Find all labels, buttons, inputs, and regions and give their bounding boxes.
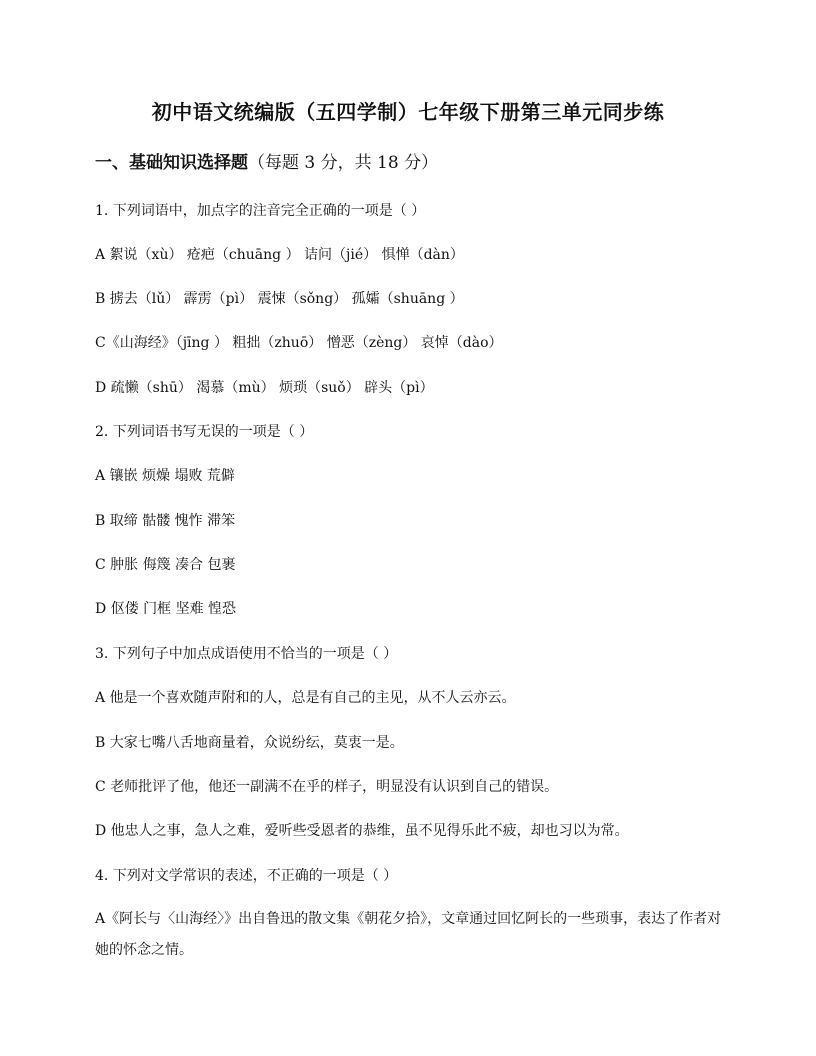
- section-heading: [95, 148, 438, 173]
- section-heading-text: 一、基础知识选择题: [95, 153, 248, 173]
- question-2-option-a: A 镶嵌 烦燥 塌败 荒僻: [95, 468, 235, 484]
- question-3-option-d: D 他忠人之事，急人之难，爱听些受恩者的恭维，虽不见得乐此不疲，却也习以为常。: [95, 823, 629, 839]
- question-2-option-c: C 肿胀 侮篾 凑合 包裹: [95, 557, 236, 573]
- question-1-option-d: D 疏懒（shū） 渴慕（mù） 烦琐（suǒ） 辟头（pì）: [95, 380, 434, 396]
- question-2-stem: 2. 下列词语书写无误的一项是（ ）: [95, 424, 314, 440]
- question-4-stem: 4. 下列对文学常识的表述，不正确的一项是（ ）: [95, 868, 398, 884]
- document-title: 初中语文统编版（五四学制）七年级下册第三单元同步练: [151, 100, 665, 124]
- question-3-option-a: A 他是一个喜欢随声附和的人，总是有自己的主见，从不人云亦云。: [95, 690, 516, 706]
- question-1-option-b: B 掳去（lǔ） 霹雳（pì） 震悚（sǒng） 孤孀（shuāng ）: [95, 291, 464, 307]
- question-3-option-c: C 老师批评了他，他还一副满不在乎的样子，明显没有认识到自己的错误。: [95, 779, 559, 795]
- section-score-note: （每题 3 分，共 18 分）: [248, 153, 439, 173]
- question-2-option-d: D 伛偻 门框 坚难 惶恐: [95, 601, 237, 617]
- question-1-option-a: A 絮说（xù） 疮疤（chuāng ） 诘问（jié） 惧惮（dàn）: [95, 247, 464, 263]
- question-3-stem: 3. 下列句子中加点成语使用不恰当的一项是（ ）: [95, 646, 398, 662]
- question-1-option-c: C《山海经》（jīng ） 粗拙（zhuō） 憎恶（zèng） 哀悼（dào）: [95, 335, 503, 351]
- question-4-option-a: A《阿长与〈山海经〉》出自鲁迅的散文集《朝花夕拾》，文章通过回忆阿长的一些琐事，表达了作者对她的怀念之情。: [95, 911, 722, 958]
- question-2-option-b: B 取缔 骷髅 愧怍 滞笨: [95, 513, 236, 529]
- question-3-option-b: B 大家七嘴八舌地商量着，众说纷纭，莫衷一是。: [95, 735, 404, 751]
- question-1-stem: 1. 下列词语中，加点字的注音完全正确的一项是（ ）: [95, 203, 426, 219]
